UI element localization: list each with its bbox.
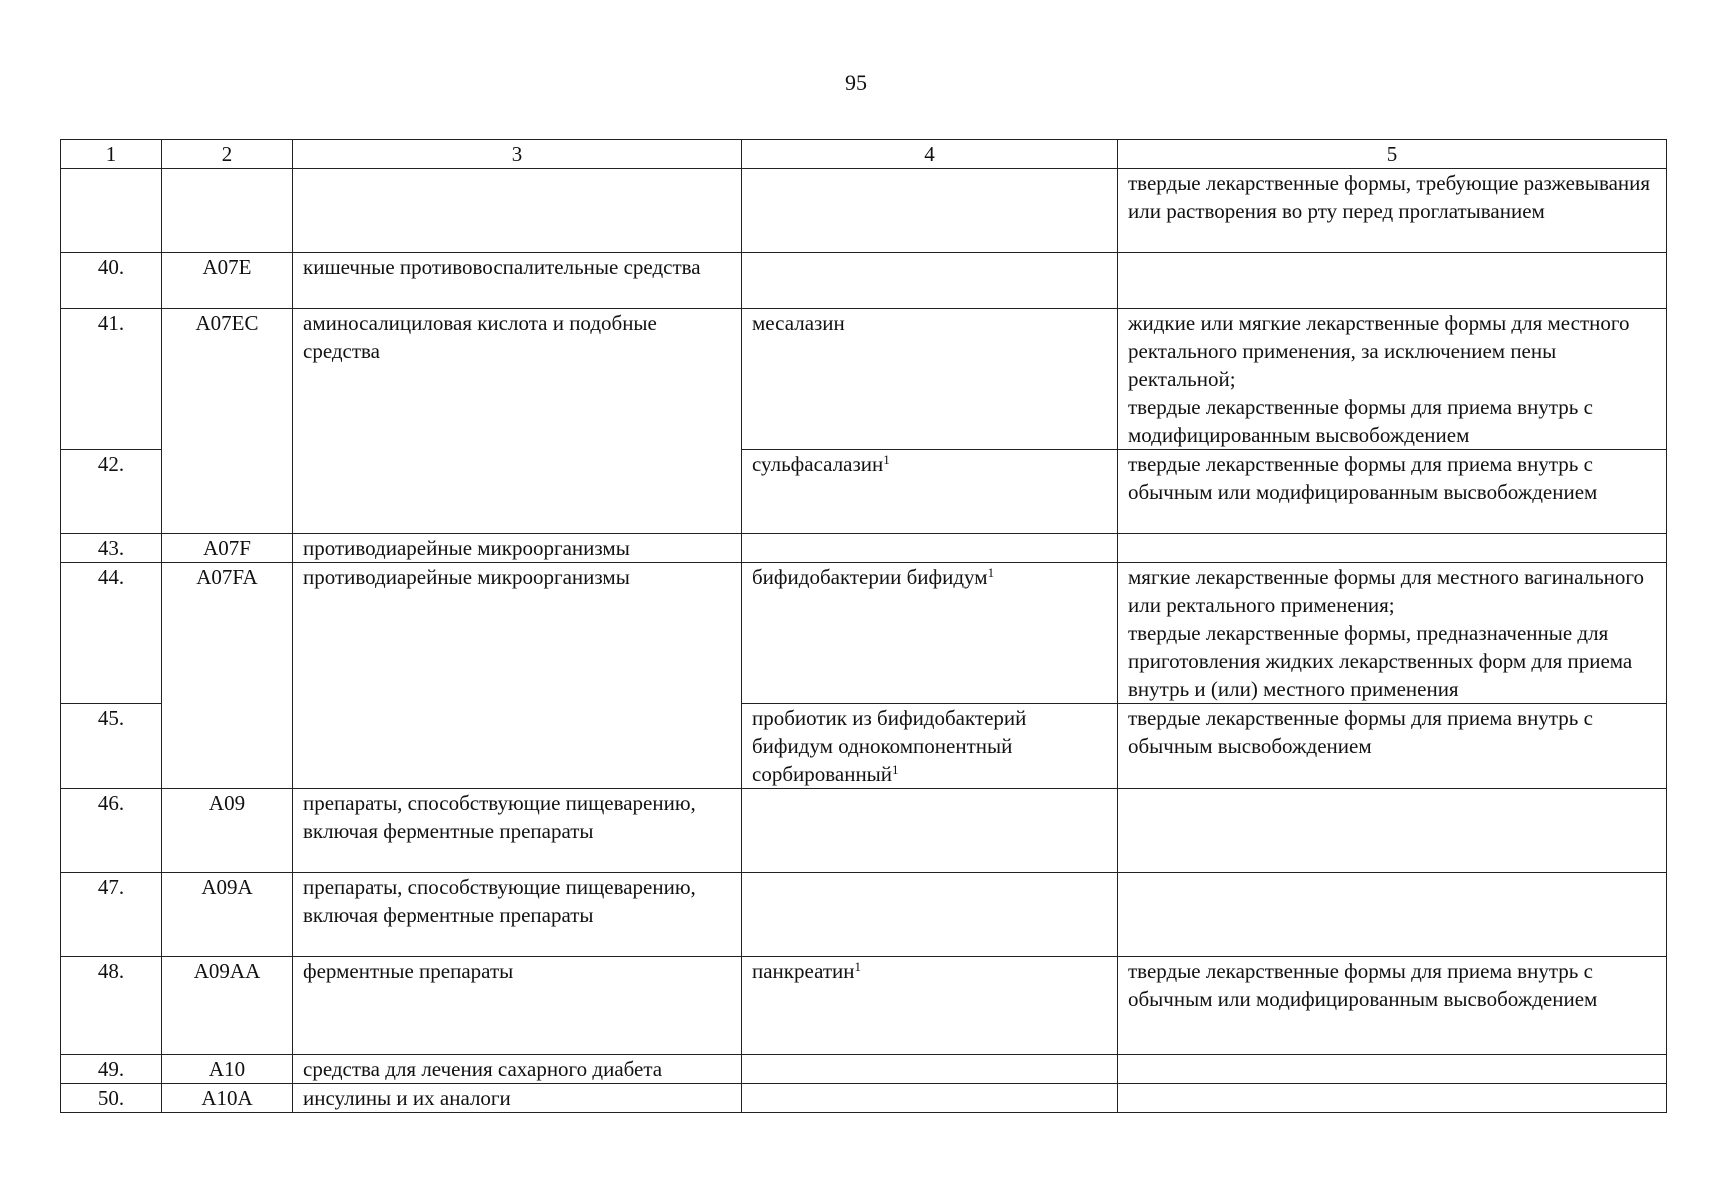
footnote-mark: 1 (854, 959, 862, 974)
row-number: 44. (61, 563, 162, 704)
dosage-form-line: твердые лекарственные формы для приема внутрь с модифицированным высвобождением (1128, 395, 1593, 447)
drug-table (60, 139, 1667, 1113)
table-row (61, 1055, 1667, 1084)
atc-group: противодиарейные микроорганизмы (293, 563, 742, 789)
row-number: 49. (61, 1055, 162, 1084)
row-number: 45. (61, 704, 162, 789)
row-number: 41. (61, 309, 162, 450)
drug-name: сульфасалазин$^1$ (742, 450, 1118, 534)
footnote-mark: 1 (883, 452, 890, 467)
dosage-form (1118, 309, 1667, 450)
table-row (61, 1084, 1667, 1113)
atc-code: A07EC (162, 309, 293, 534)
header-col-5: 5 (1118, 140, 1667, 169)
row-number: 42. (61, 450, 162, 534)
dosage-form-line: жидкие или мягкие лекарственные формы для местного ректального применения, за исключением пены ректальной; (1128, 311, 1630, 391)
dosage-form: твердые лекарственные формы, требующие разжевывания или растворения во рту перед проглатыванием (1118, 169, 1667, 253)
table-row (61, 957, 1667, 1055)
atc-code: A10 (162, 1055, 293, 1084)
row-number: 48. (61, 957, 162, 1055)
table-row (61, 563, 1667, 704)
page-number: 95 (845, 70, 867, 95)
footnote-mark: 1 (892, 762, 899, 777)
atc-code: A07FA (162, 563, 293, 789)
dosage-form-line: мягкие лекарственные формы для местного вагинального или ректального применения; (1128, 565, 1645, 617)
header-col-2: 2 (162, 140, 293, 169)
row-number: 46. (61, 789, 162, 873)
table-row (61, 309, 1667, 450)
header-col-3: 3 (293, 140, 742, 169)
footnote-mark: 1 (987, 565, 995, 580)
atc-code: A10A (162, 1084, 293, 1113)
drug-name: бифидобактерии бифидум$^1$ (742, 563, 1118, 704)
atc-group: кишечные противовоспалительные средства (293, 253, 742, 309)
atc-code: A09A (162, 873, 293, 957)
dosage-form (1118, 563, 1667, 704)
dosage-form: твердые лекарственные формы для приема внутрь с обычным или модифицированным высвобождением (1118, 450, 1667, 534)
table-row (61, 169, 1667, 253)
dosage-form: твердые лекарственные формы для приема внутрь с обычным высвобождением (1118, 704, 1667, 789)
atc-code: A07F (162, 534, 293, 563)
atc-group: препараты, способствующие пищеварению, включая ферментные препараты (293, 789, 742, 873)
atc-code: A09 (162, 789, 293, 873)
row-number: 47. (61, 873, 162, 957)
row-number: 50. (61, 1084, 162, 1113)
atc-group: противодиарейные микроорганизмы (293, 534, 742, 563)
atc-code: A09AA (162, 957, 293, 1055)
header-col-4: 4 (742, 140, 1118, 169)
table-row (61, 253, 1667, 309)
table-row (61, 789, 1667, 873)
dosage-form: твердые лекарственные формы для приема внутрь с обычным или модифицированным высвобождением (1118, 957, 1667, 1055)
drug-name: панкреатин$^1$ (742, 957, 1118, 1055)
atc-group: аминосалициловая кислота и подобные средства (293, 309, 742, 534)
dosage-form-line: твердые лекарственные формы, предназначенные для приготовления жидких лекарственных форм для приема внутрь и (или) местного применения (1128, 621, 1633, 701)
atc-group: препараты, способствующие пищеварению, включая ферментные препараты (293, 873, 742, 957)
drug-name: месалазин (742, 309, 1118, 450)
header-col-1: 1 (61, 140, 162, 169)
atc-group: инсулины и их аналоги (293, 1084, 742, 1113)
atc-group: средства для лечения сахарного диабета (293, 1055, 742, 1084)
row-number: 40. (61, 253, 162, 309)
atc-group: ферментные препараты (293, 957, 742, 1055)
table-header (61, 140, 1667, 169)
atc-code: A07E (162, 253, 293, 309)
table-row (61, 534, 1667, 563)
table-row (61, 873, 1667, 957)
drug-name: пробиотик из бифидобактерий бифидум однокомпонентный сорбированный$^1$ (742, 704, 1118, 789)
row-number: 43. (61, 534, 162, 563)
